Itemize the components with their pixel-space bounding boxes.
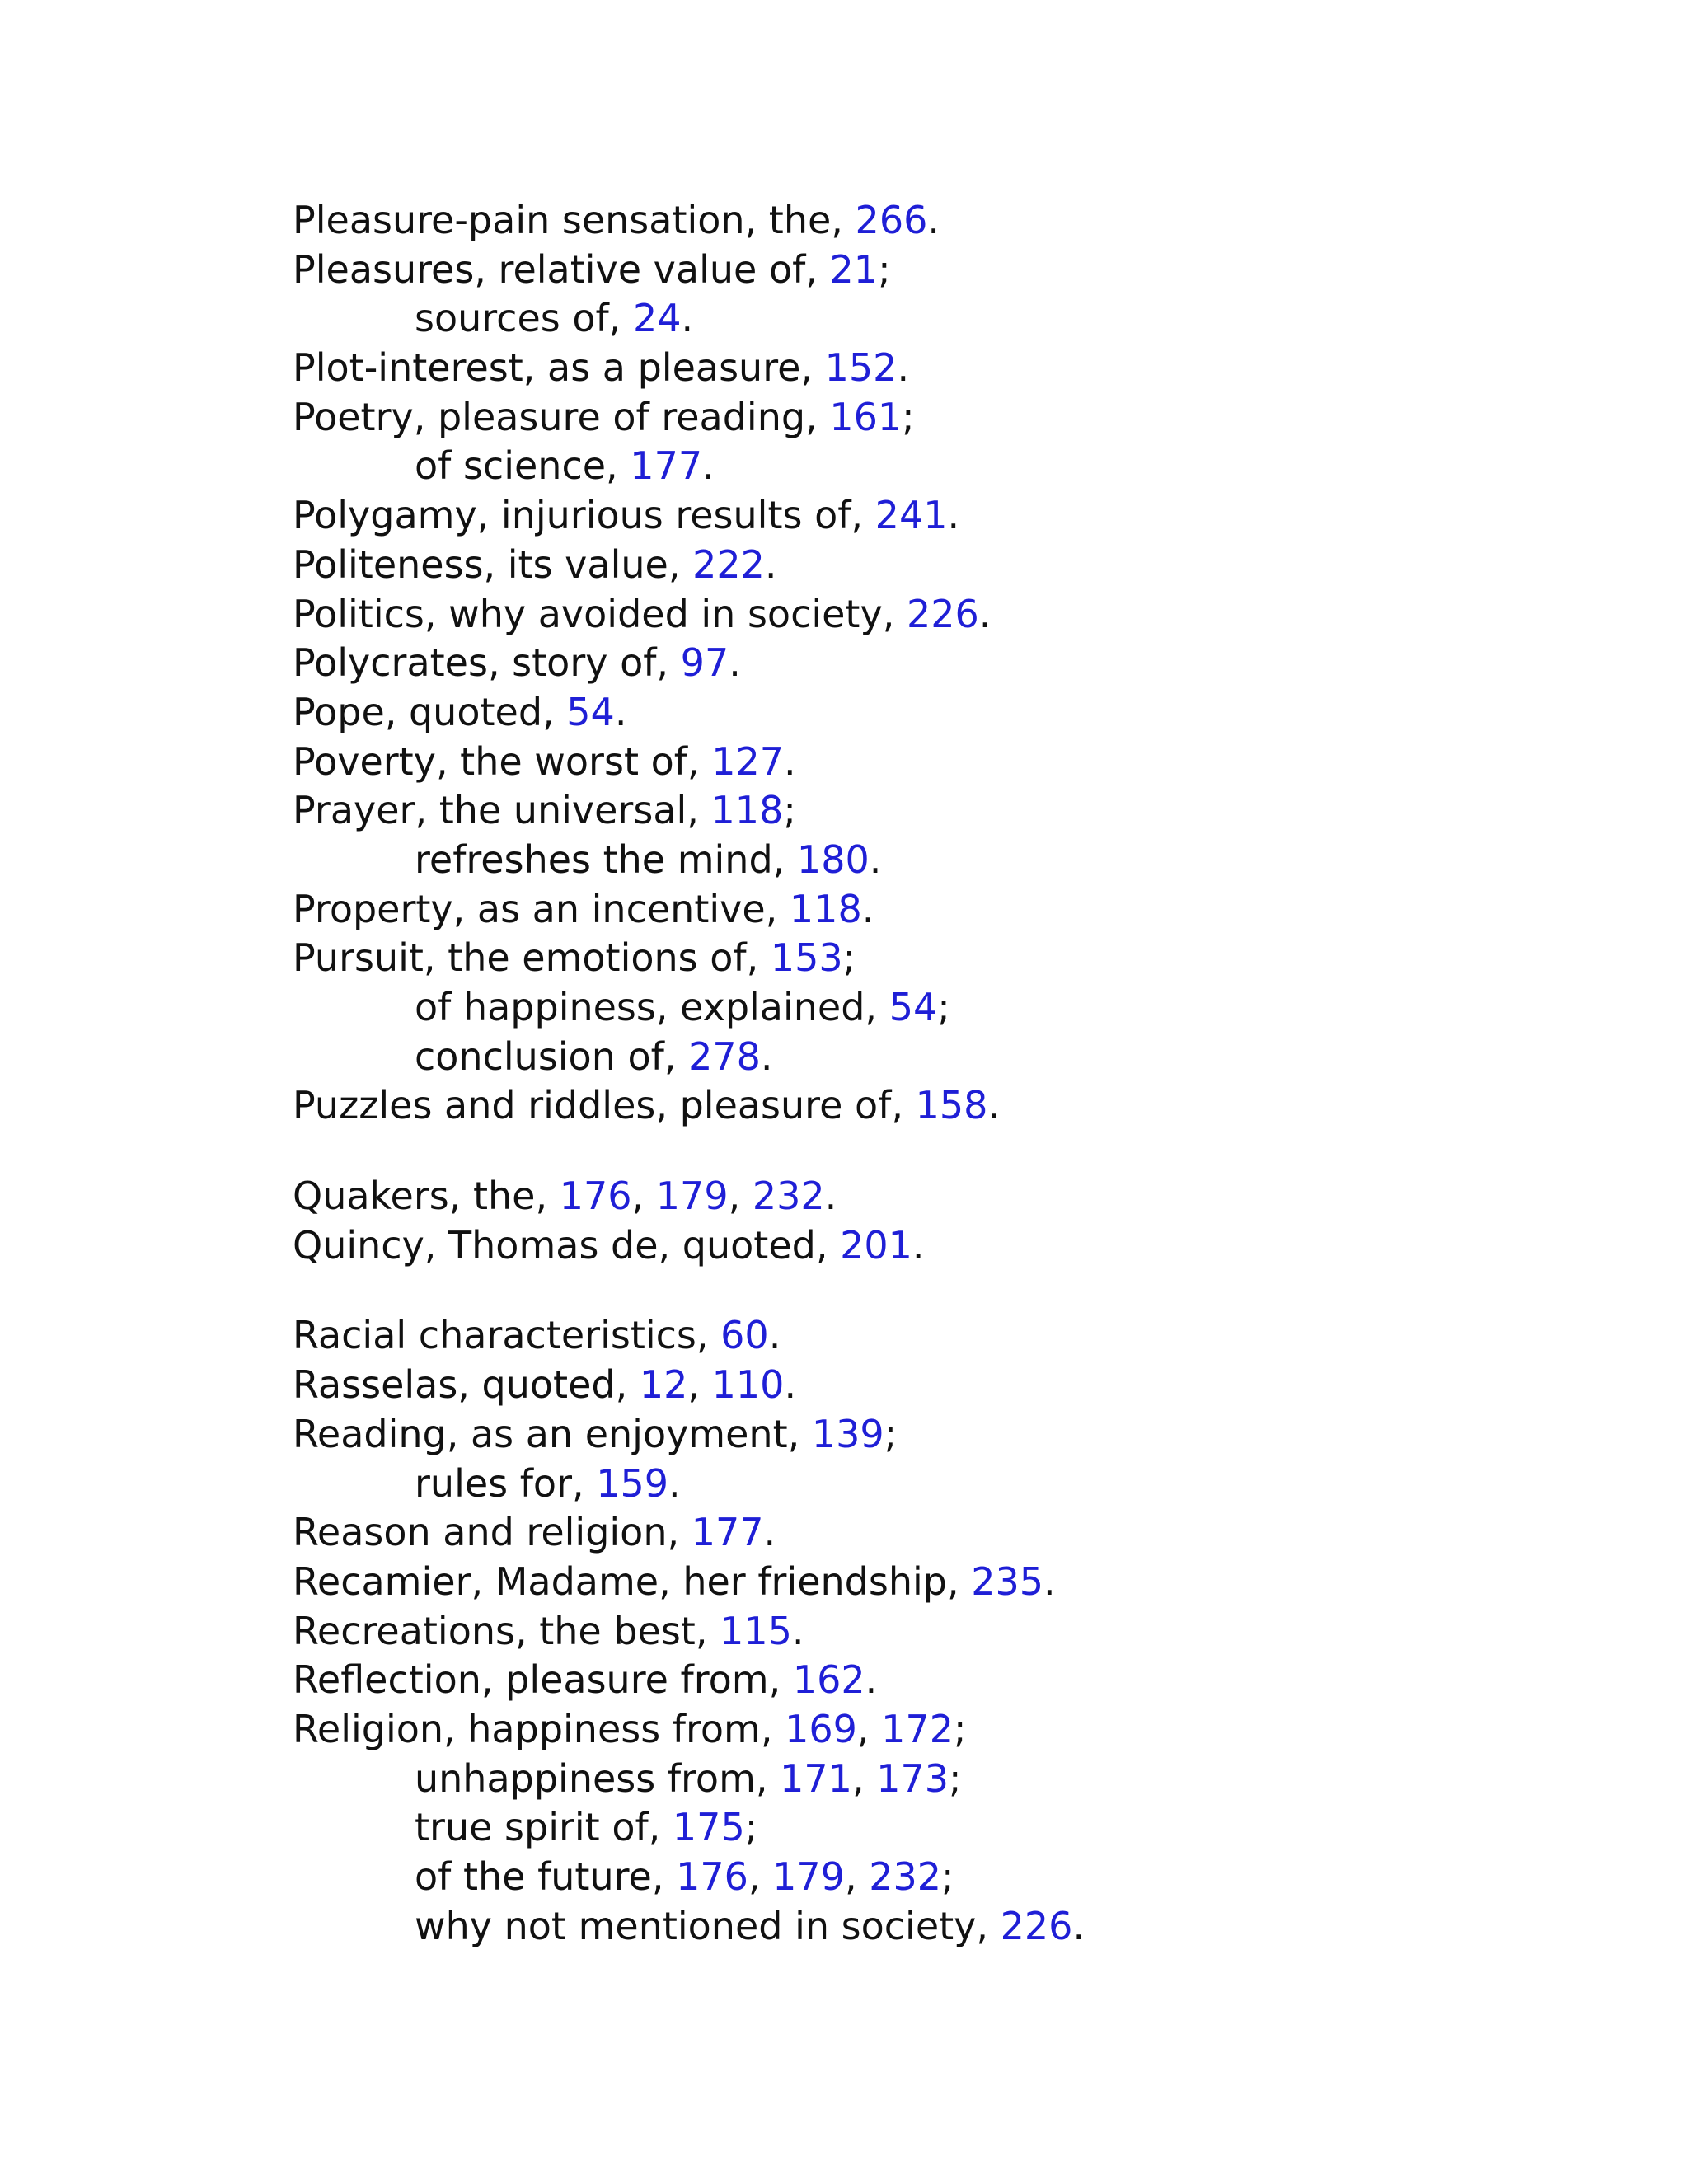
index-entry	[293, 1172, 1611, 1221]
index-entry	[293, 1607, 1611, 1657]
page-link[interactable]: 222	[692, 541, 765, 587]
page-link[interactable]: 161	[829, 394, 903, 439]
entry-punctuation: .	[865, 1657, 878, 1703]
index-subentry	[293, 1902, 1611, 1952]
page-separator: ,	[631, 1174, 656, 1219]
entry-text: Politeness, its value,	[293, 541, 693, 587]
entry-text: Prayer, the universal,	[293, 788, 711, 833]
entry-punctuation: .	[912, 1222, 925, 1268]
page-link[interactable]: 172	[881, 1706, 954, 1751]
entry-text: Religion, happiness from,	[293, 1706, 785, 1751]
page-link[interactable]: 152	[824, 345, 898, 391]
page-link[interactable]: 278	[688, 1033, 761, 1079]
index-entry	[293, 491, 1611, 541]
index-entry	[293, 246, 1611, 295]
page-link[interactable]: 24	[632, 296, 682, 341]
page-link[interactable]: 12	[639, 1362, 688, 1408]
page-separator: ,	[844, 1854, 870, 1899]
page-separator: ,	[687, 1362, 712, 1408]
entry-punctuation: .	[1072, 1903, 1085, 1948]
index-entry	[293, 688, 1611, 738]
page-link[interactable]: 158	[915, 1083, 988, 1128]
index-entry	[293, 786, 1611, 836]
page-link[interactable]: 115	[720, 1608, 792, 1653]
entry-punctuation: ;	[941, 1854, 954, 1899]
page-link[interactable]: 235	[971, 1558, 1044, 1604]
entry-text: of happiness, explained,	[415, 985, 889, 1029]
index-entry	[293, 1081, 1611, 1131]
entry-text: rules for,	[415, 1460, 597, 1506]
index-subentry	[293, 983, 1611, 1033]
page-link[interactable]: 266	[855, 198, 928, 242]
entry-text: Pleasure-pain sensation, the,	[293, 198, 856, 242]
entry-punctuation: .	[791, 1608, 804, 1653]
entry-text: Plot-interest, as a pleasure,	[293, 345, 825, 391]
entry-text: Poetry, pleasure of reading,	[293, 394, 830, 439]
index-subentry	[293, 1803, 1611, 1853]
entry-text: Quakers, the,	[293, 1174, 560, 1219]
page-separator: ,	[856, 1706, 882, 1751]
index-entry	[293, 1705, 1611, 1755]
entry-text: Racial characteristics,	[293, 1313, 721, 1358]
entry-punctuation: .	[729, 640, 741, 686]
entry-punctuation: .	[614, 689, 627, 734]
entry-punctuation: ;	[884, 1411, 898, 1456]
entry-text: sources of,	[415, 296, 633, 341]
index-list	[293, 196, 1611, 1951]
group-separator	[293, 1270, 1611, 1311]
entry-text: Polygamy, injurious results of,	[293, 493, 875, 538]
entry-text: Puzzles and riddles, pleasure of,	[293, 1083, 916, 1128]
entry-text: Pursuit, the emotions of,	[293, 935, 771, 981]
entry-text: Property, as an incentive,	[293, 886, 790, 931]
entry-punctuation: ;	[878, 246, 891, 292]
index-subentry	[293, 836, 1611, 885]
entry-punctuation: .	[861, 886, 874, 931]
index-entry	[293, 344, 1611, 393]
entry-punctuation: .	[760, 1033, 773, 1079]
page-separator: ,	[728, 1174, 753, 1219]
entry-text: of science,	[415, 443, 631, 489]
page-link[interactable]: 127	[711, 738, 784, 784]
page-link[interactable]: 153	[770, 935, 843, 981]
index-subentry	[293, 1033, 1611, 1082]
index-entry	[293, 885, 1611, 935]
index-subentry	[293, 1755, 1611, 1804]
entry-text: Pope, quoted,	[293, 689, 567, 734]
index-subentry	[293, 1460, 1611, 1509]
entry-punctuation: .	[1043, 1558, 1056, 1604]
entry-punctuation: ;	[949, 1755, 962, 1801]
page-link[interactable]: 54	[566, 689, 615, 734]
index-entry	[293, 1410, 1611, 1460]
page-link[interactable]: 169	[785, 1706, 857, 1751]
entry-punctuation: .	[668, 1460, 681, 1506]
entry-punctuation: .	[784, 1362, 797, 1408]
page-link[interactable]: 179	[772, 1854, 845, 1899]
entry-text: Reading, as an enjoyment,	[293, 1411, 812, 1456]
entry-punctuation: .	[768, 1313, 781, 1358]
page-link[interactable]: 139	[811, 1411, 884, 1456]
entry-text: Reflection, pleasure from,	[293, 1657, 793, 1703]
page-link[interactable]: 176	[676, 1854, 748, 1899]
entry-punctuation: .	[947, 493, 960, 538]
entry-text: why not mentioned in society,	[415, 1903, 1001, 1948]
page-link[interactable]: 21	[829, 246, 879, 292]
index-subentry	[293, 1853, 1611, 1902]
entry-text: Pleasures, relative value of,	[293, 246, 830, 292]
entry-punctuation: .	[763, 1510, 776, 1555]
index-entry	[293, 1361, 1611, 1410]
entry-punctuation: .	[987, 1083, 1001, 1128]
entry-punctuation: ;	[744, 1805, 758, 1850]
page-link[interactable]: 201	[840, 1222, 912, 1268]
page-link[interactable]: 226	[906, 591, 979, 636]
entry-text: conclusion of,	[415, 1033, 689, 1079]
page-link[interactable]: 171	[780, 1755, 852, 1801]
page-link[interactable]: 180	[796, 837, 870, 882]
entry-punctuation: .	[897, 345, 910, 391]
index-entry	[293, 393, 1611, 443]
entry-punctuation: .	[702, 443, 715, 489]
index-entry	[293, 1656, 1611, 1705]
entry-text: Poverty, the worst of,	[293, 738, 712, 784]
index-entry	[293, 639, 1611, 688]
entry-text: Recreations, the best,	[293, 1608, 720, 1653]
page-link[interactable]: 159	[596, 1460, 669, 1506]
entry-punctuation: .	[764, 541, 777, 587]
index-entry	[293, 196, 1611, 246]
entry-text: Recamier, Madame, her friendship,	[293, 1558, 972, 1604]
group-separator	[293, 1131, 1611, 1172]
entry-text: Polycrates, story of,	[293, 640, 681, 686]
entry-punctuation: ;	[953, 1706, 967, 1751]
page-link[interactable]: 118	[789, 886, 862, 931]
index-entry	[293, 1311, 1611, 1361]
entry-text: unhappiness from,	[415, 1755, 781, 1801]
entry-punctuation: .	[784, 738, 796, 784]
entry-text: refreshes the mind,	[415, 837, 797, 882]
page-link[interactable]: 97	[680, 640, 729, 686]
page-link[interactable]: 179	[655, 1174, 729, 1219]
page-link[interactable]: 226	[1000, 1903, 1073, 1948]
page-link[interactable]: 177	[630, 443, 703, 489]
page-link[interactable]: 60	[720, 1313, 769, 1358]
entry-punctuation: .	[681, 296, 694, 341]
index-subentry	[293, 294, 1611, 344]
page-link[interactable]: 173	[876, 1755, 950, 1801]
index-entry	[293, 738, 1611, 787]
page-link[interactable]: 176	[559, 1174, 632, 1219]
index-entry	[293, 1558, 1611, 1607]
entry-punctuation: .	[927, 198, 940, 242]
page-link[interactable]: 118	[710, 788, 784, 833]
index-entry	[293, 1221, 1611, 1271]
page-separator: ,	[748, 1854, 773, 1899]
entry-punctuation: ;	[902, 394, 915, 439]
index-entry	[293, 541, 1611, 590]
entry-text: true spirit of,	[415, 1805, 673, 1850]
page-link[interactable]: 232	[752, 1174, 825, 1219]
index-entry	[293, 934, 1611, 983]
index-entry	[293, 590, 1611, 640]
entry-text: Politics, why avoided in society,	[293, 591, 907, 636]
entry-punctuation: .	[869, 837, 882, 882]
page-separator: ,	[851, 1755, 877, 1801]
page-link[interactable]: 177	[691, 1510, 764, 1555]
page-link[interactable]: 54	[889, 985, 938, 1029]
entry-punctuation: .	[978, 591, 992, 636]
page-link[interactable]: 162	[792, 1657, 865, 1703]
index-subentry	[293, 442, 1611, 491]
entry-text: of the future,	[415, 1854, 677, 1899]
page-link[interactable]: 110	[711, 1362, 785, 1408]
entry-punctuation: ;	[783, 788, 796, 833]
index-entry	[293, 1508, 1611, 1558]
entry-punctuation: ;	[842, 935, 856, 981]
entry-text: Reason and religion,	[293, 1510, 692, 1555]
entry-punctuation: ;	[937, 985, 950, 1029]
page-link[interactable]: 232	[869, 1854, 941, 1899]
entry-text: Rasselas, quoted,	[293, 1362, 640, 1408]
entry-punctuation: .	[824, 1174, 837, 1219]
entry-text: Quincy, Thomas de, quoted,	[293, 1222, 841, 1268]
page-link[interactable]: 175	[672, 1805, 745, 1850]
page-link[interactable]: 241	[874, 493, 948, 538]
